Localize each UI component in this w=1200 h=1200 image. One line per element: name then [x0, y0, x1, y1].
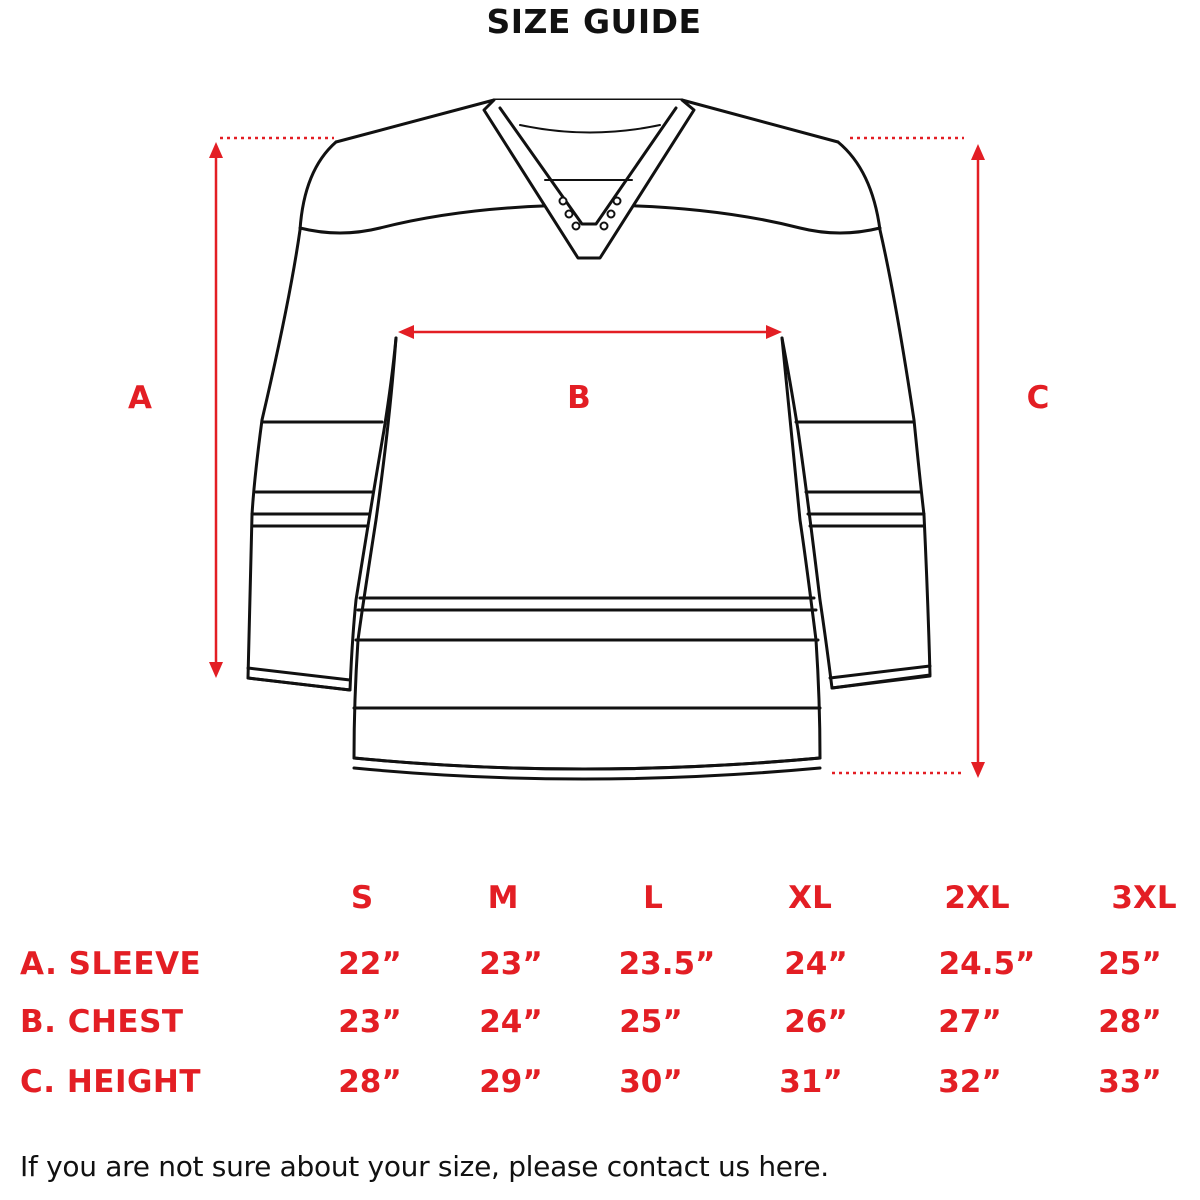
arrow-head-b-left: [398, 325, 414, 339]
table-cell: 32”: [938, 1064, 1002, 1100]
arrow-head-c-bottom: [971, 762, 985, 778]
arrow-head-a-bottom: [209, 662, 223, 678]
table-cell: 26”: [784, 1004, 848, 1040]
size-header: S: [350, 880, 374, 916]
table-cell: 22”: [338, 946, 402, 982]
arrow-head-a-top: [209, 142, 223, 158]
lace-hole: [601, 223, 608, 230]
table-cell: 28”: [1098, 1004, 1162, 1040]
size-header: XL: [788, 880, 832, 916]
size-header: M: [487, 880, 519, 916]
size-header: 2XL: [944, 880, 1010, 916]
lace-hole: [560, 198, 567, 205]
jersey-hem: [354, 758, 820, 779]
lace-hole: [573, 223, 580, 230]
size-header: 3XL: [1111, 880, 1177, 916]
row-label-chest: B. CHEST: [20, 1004, 184, 1040]
page-title: SIZE GUIDE: [486, 2, 702, 41]
table-cell: 28”: [338, 1064, 402, 1100]
label-a: A: [128, 380, 152, 416]
table-cell: 27”: [938, 1004, 1002, 1040]
table-cell: 23.5”: [618, 946, 716, 982]
right-sleeve: [782, 142, 930, 688]
label-b: B: [567, 380, 591, 416]
lace-hole: [566, 211, 573, 218]
left-sleeve: [248, 142, 396, 690]
table-cell: 23”: [479, 946, 543, 982]
arrow-head-c-top: [971, 144, 985, 160]
table-cell: 24.5”: [938, 946, 1036, 982]
table-cell: 30”: [619, 1064, 683, 1100]
lace-hole: [608, 211, 615, 218]
arrow-head-b-right: [766, 325, 782, 339]
table-cell: 24”: [479, 1004, 543, 1040]
table-cell: 25”: [1098, 946, 1162, 982]
lace-hole: [614, 198, 621, 205]
contact-note: If you are not sure about your size, please contact us here.: [20, 1150, 829, 1183]
table-cell: 33”: [1098, 1064, 1162, 1100]
size-header: L: [643, 880, 663, 916]
table-cell: 24”: [784, 946, 848, 982]
row-label-sleeve: A. SLEEVE: [20, 946, 202, 982]
table-cell: 29”: [479, 1064, 543, 1100]
label-c: C: [1026, 380, 1050, 416]
row-label-height: C. HEIGHT: [20, 1064, 202, 1100]
table-cell: 25”: [619, 1004, 683, 1040]
jersey-outline: [248, 100, 930, 779]
table-cell: 31”: [779, 1064, 843, 1100]
table-cell: 23”: [338, 1004, 402, 1040]
